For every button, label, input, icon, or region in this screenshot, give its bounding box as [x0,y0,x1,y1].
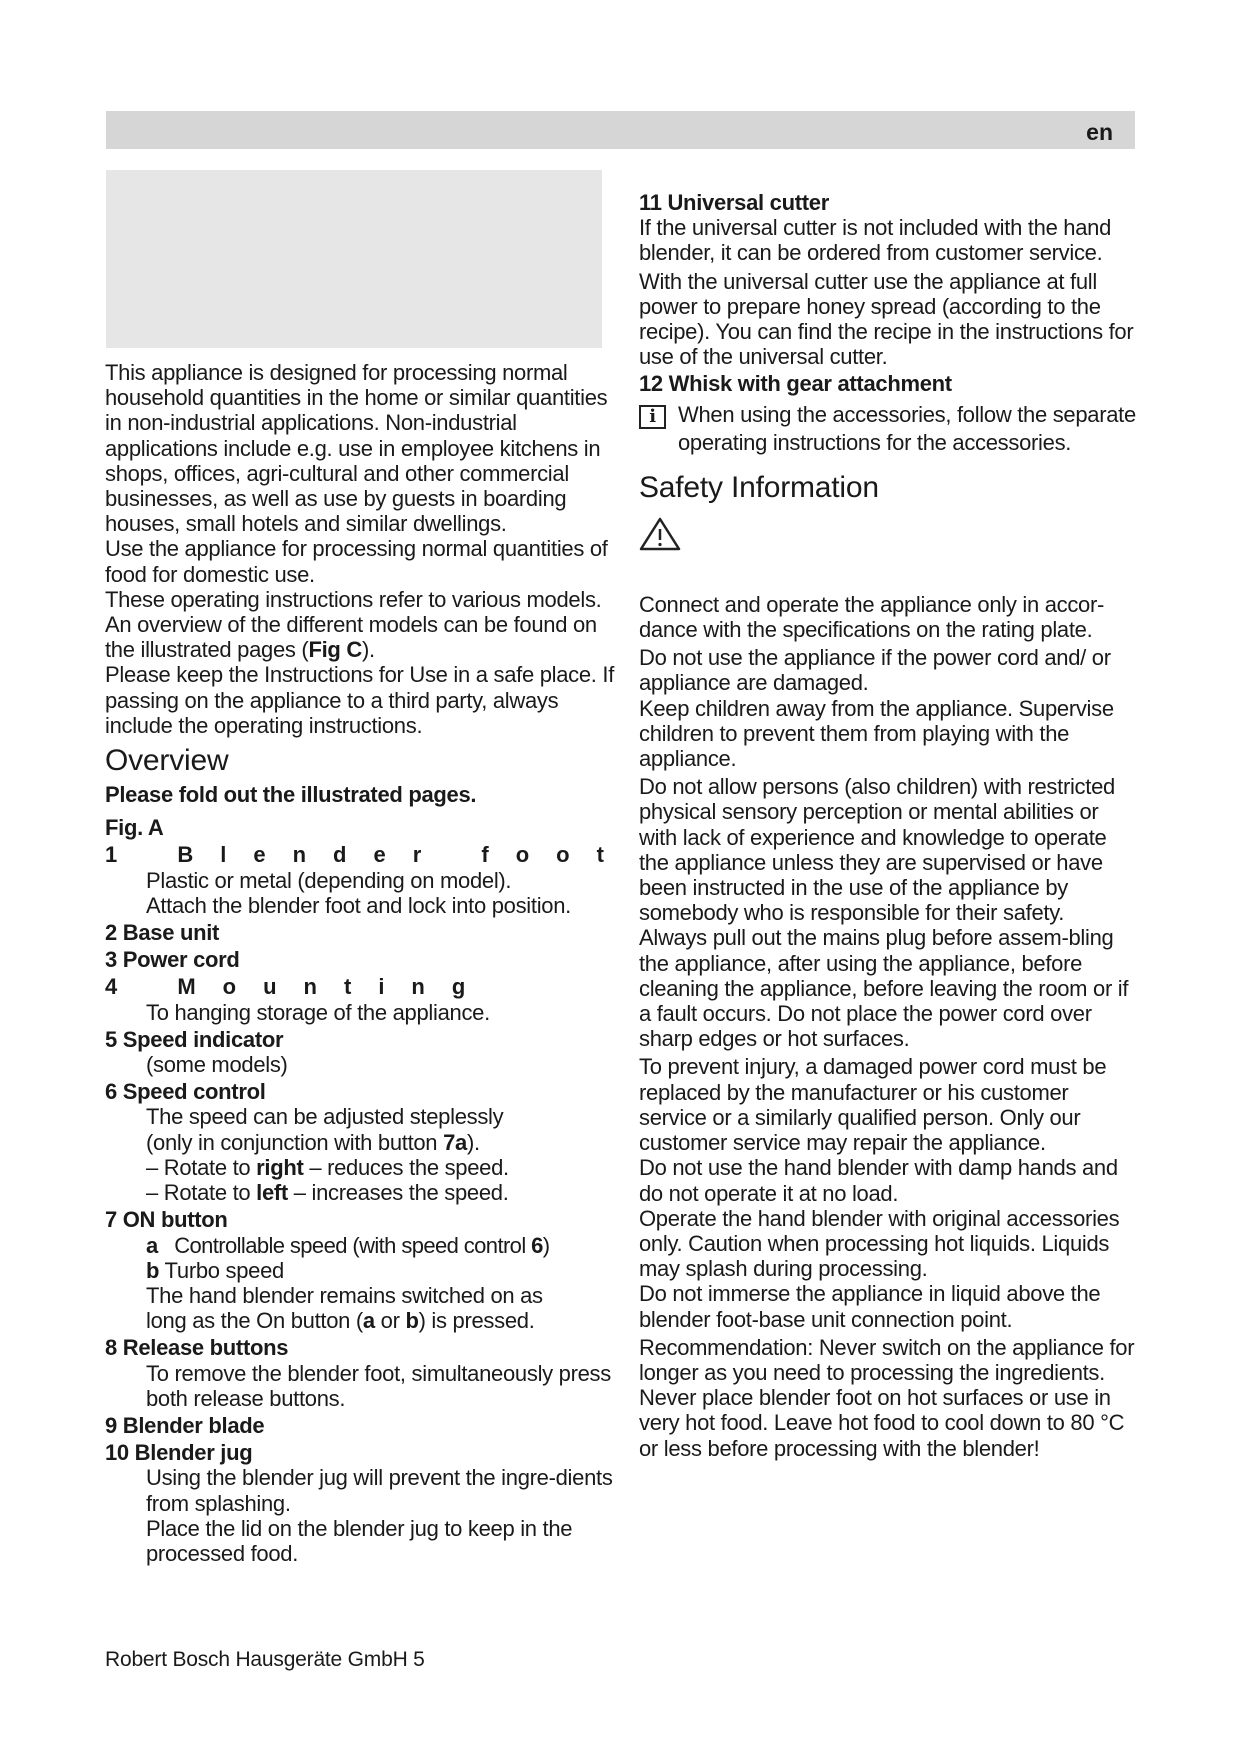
safety-paragraph-5: Always pull out the mains plug before assem-bling the appliance, after using the appliance, before cleaning the appliance, before leaving the room or if a fault occurs. Do not place the power cord over sharp edges or hot surfaces. [639,925,1129,1052]
safety-paragraph-8: Operate the hand blender with original accessories only. Caution when processing hot liquids. Liquids may splash during processing. [639,1205,1120,1282]
item-7-title: 7 ON button [105,1207,228,1233]
intro-paragraph-3: These operating instructions refer to various models. An overview of the different models can be found on the illustrated pages (Fig C). [105,586,602,663]
figure-label: Fig. A [105,815,164,841]
safety-paragraph-9: Do not immerse the appliance in liquid above the blender foot-base unit connection point. [639,1281,1101,1332]
item-1-title: 1 Blender foot [105,842,631,868]
item-11-paragraph-1: If the universal cutter is not included with the hand blender, it can be ordered from customer service. [639,215,1112,266]
item-6-title: 6 Speed control [105,1079,266,1105]
placeholder-box [106,170,602,348]
item-9-title: 9 Blender blade [105,1412,265,1438]
item-11-title: 11 Universal cutter [639,190,829,215]
safety-paragraph-2: Do not use the appliance if the power cord and/ or appliance are damaged. [639,645,1111,696]
fold-out-note: Please fold out the illustrated pages. [105,782,477,808]
item-7-option-a: a Controllable speed (with speed control 6) [146,1232,550,1258]
item-4-title: 4 Mounting [105,974,493,1000]
left-column [105,360,631,1566]
item-11-paragraph-2: With the universal cutter use the appliance at full power to prepare honey spread (according to the recipe). You can find the recipe in the instructions for use of the universal cutter. [639,268,1134,370]
item-12-title: 12 Whisk with gear attachment [639,371,952,397]
item-6-line-2: (only in conjunction with button 7a). [146,1129,480,1155]
safety-paragraph-4: Do not allow persons (also children) with restricted physical sensory perception or mental abilities or with lack of experience and knowledge to operate the appliance unless they are supervised or have been instructed in the use of the appliance by somebody who is responsible for their safety. [639,774,1115,926]
item-3-title: 3 Power cord [105,947,240,973]
item-8-title: 8 Release buttons [105,1335,289,1361]
language-label: en [1086,119,1113,145]
safety-paragraph-10: Recommendation: Never switch on the appliance for longer as you need to processing the ingredients. [639,1334,1135,1385]
item-10-title: 10 Blender jug [105,1440,253,1466]
accessories-note-text: When using the accessories, follow the separate operating instructions for the accessories. [678,401,1136,455]
right-column [639,188,1139,1461]
item-8-line: To remove the blender foot, simultaneously press both release buttons. [146,1360,611,1411]
item-1-line-2: Attach the blender foot and lock into position. [146,892,571,918]
safety-paragraph-3: Keep children away from the appliance. Supervise children to prevent them from playing with the appliance. [639,695,1114,772]
safety-paragraph-7: Do not use the hand blender with damp hands and do not operate it at no load. [639,1155,1118,1206]
item-7-line-2: long as the On button (a or b) is pressed. [146,1308,535,1334]
safety-paragraph-11: Never place blender foot on hot surfaces or use in very hot food. Leave hot food to cool down to 80 °C or less before processing with the blender! [639,1385,1125,1461]
warning-triangle-icon [639,517,681,551]
item-7-option-b: b Turbo speed [146,1257,284,1283]
item-7-line-1: The hand blender remains switched on as [146,1282,543,1308]
info-icon: i [639,405,666,429]
header-bar [106,111,1135,149]
item-10-line-1: Using the blender jug will prevent the ingre-dients from splashing. [146,1465,613,1516]
item-6-rotate-right: – Rotate to right – reduces the speed. [146,1154,509,1180]
item-5-line: (some models) [146,1052,288,1078]
safety-paragraph-6: To prevent injury, a damaged power cord must be replaced by the manufacturer or his customer service or a similarly qualified person. Only our customer service may repair the appliance. [639,1054,1107,1156]
item-1-line-1: Plastic or metal (depending on model). [146,867,512,893]
item-4-line: To hanging storage of the appliance. [146,999,490,1025]
intro-paragraph-2: Use the appliance for processing normal quantities of food for domestic use. [105,536,608,587]
item-6-line-1: The speed can be adjusted steplessly [146,1104,504,1130]
item-5-title: 5 Speed indicator [105,1026,284,1052]
intro-paragraph-4: Please keep the Instructions for Use in a safe place. If passing on the appliance to a third party, always include the operating instructions. [105,662,615,738]
safety-heading: Safety Information [639,470,879,504]
safety-paragraph-1: Connect and operate the appliance only in accor-dance with the specifications on the rating plate. [639,591,1105,643]
item-6-rotate-left: – Rotate to left – increases the speed. [146,1180,509,1206]
item-2-title: 2 Base unit [105,920,220,946]
page-footer: Robert Bosch Hausgeräte GmbH 5 [105,1648,425,1671]
accessories-note [639,401,1139,457]
item-10-line-2: Place the lid on the blender jug to keep in the processed food. [146,1515,573,1566]
intro-paragraph-1: This appliance is designed for processing normal household quantities in the home or similar quantities in non-industrial applications. Non-industrial applications include e.g. use in employee kitchens in shops, offices, agri-cultural and other commercial businesses, as well as use by guests in boarding houses, small hotels and similar dwellings. [105,360,608,537]
overview-heading: Overview [105,744,229,778]
